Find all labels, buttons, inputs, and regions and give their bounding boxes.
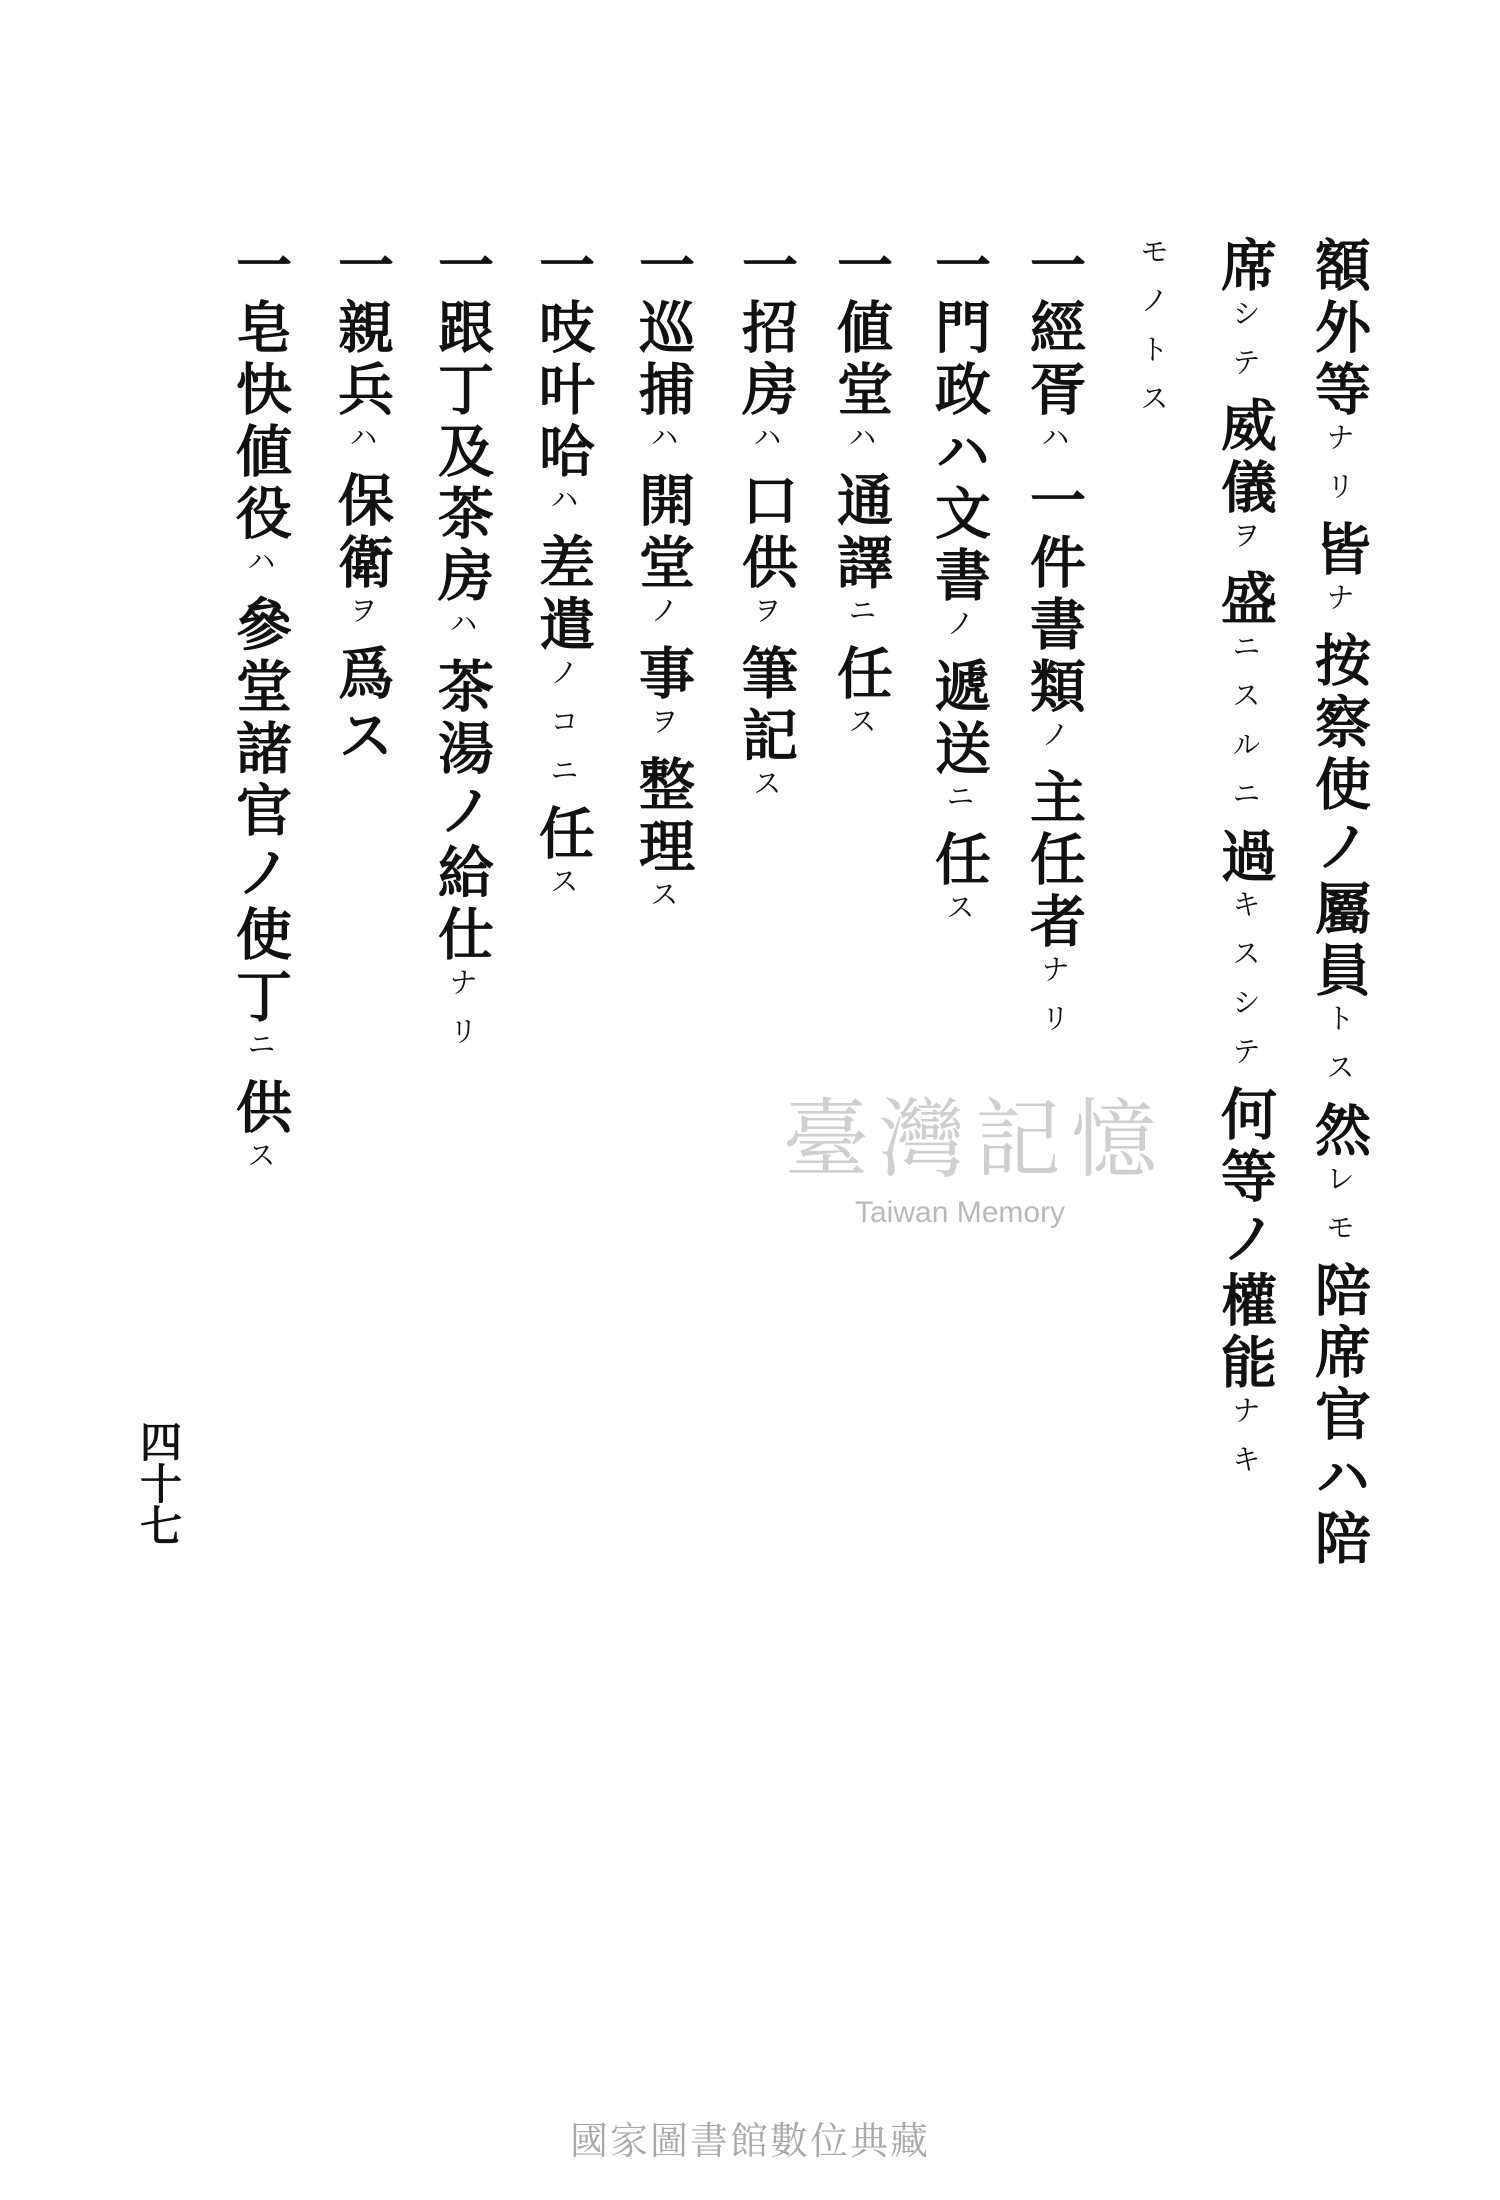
kanji-run: 屬員 (1306, 879, 1372, 1003)
kana-run: ナリ (445, 967, 479, 1065)
kanji-run: 給仕 (429, 843, 495, 967)
text-column-8 (625, 236, 701, 928)
page-number: 四十七 (134, 1420, 183, 1546)
kana-run: ハ (749, 422, 783, 471)
kana-run: モノトス (1136, 236, 1170, 432)
text-column-7 (728, 236, 804, 817)
watermark-subtitle: Taiwan Memory (855, 1196, 1066, 1229)
kana-run: ス (749, 768, 783, 817)
kanji-run: ノ (1212, 1209, 1278, 1271)
kanji-run: 一皂快値役 (227, 236, 293, 546)
kanji-run: 爲 (329, 644, 395, 706)
kana-run: ス (243, 1140, 277, 1189)
kana-run: ハ (445, 608, 479, 657)
kanji-run: 一親兵 (329, 236, 395, 422)
kanji-run: 一跟丁及茶房 (429, 236, 495, 608)
kanji-run: 盛 (1212, 569, 1278, 631)
kana-run: ニスルニ (1228, 631, 1262, 827)
kana-run: ナリ (1037, 954, 1071, 1052)
kanji-run: 任 (926, 830, 992, 892)
kanji-run: 任 (828, 644, 894, 706)
text-column-6 (823, 236, 899, 755)
footer-credit: 國家圖書館數位典藏 (569, 2119, 930, 2163)
kanji-run: 過 (1212, 827, 1278, 889)
kanji-run: 筆記 (733, 644, 799, 768)
kanji-run: 一門政 (926, 236, 992, 422)
kanji-run: 遞送 (926, 657, 992, 781)
kana-run: ニ (942, 781, 976, 830)
kana-run: ノ (546, 657, 580, 706)
kanji-run: 使丁 (227, 905, 293, 1029)
kanji-run: 一吱叶哈 (530, 236, 596, 484)
kanji-run: 按察使 (1306, 631, 1372, 817)
kana-run: ハ (243, 546, 277, 595)
kana-run: ナキ (1228, 1395, 1262, 1493)
kanji-run: ノ (1306, 817, 1372, 879)
kanji-run: 一經胥 (1021, 236, 1087, 422)
kana-run: ハ (546, 484, 580, 533)
kana-run: ハ (646, 422, 680, 471)
kanji-run: 權能 (1212, 1271, 1278, 1395)
kana-run: ハ (844, 422, 878, 471)
kanji-run: 威儀 (1212, 396, 1278, 520)
kanji-run: 開堂 (630, 471, 696, 595)
kana-run: ス (546, 866, 580, 915)
text-column-12 (222, 236, 298, 1189)
kanji-run: 主任者 (1021, 768, 1087, 954)
kanji-run: 一巡捕 (630, 236, 696, 422)
kanji-run: 參堂諸官 (227, 595, 293, 843)
kanji-run: 任 (530, 804, 596, 866)
kanji-run: 事 (630, 644, 696, 706)
text-column-5 (921, 236, 997, 941)
watermark-title: 臺灣記憶 (783, 1090, 1167, 1190)
kana-run: ニ (844, 595, 878, 644)
kana-run: ス (942, 892, 976, 941)
kanji-run: ハ (926, 422, 992, 484)
watermark-logo (735, 1085, 1215, 1265)
kana-run: ナ (1322, 582, 1356, 631)
kanji-run: ノ (429, 781, 495, 843)
kana-run: ハ (1037, 422, 1071, 471)
kanji-run: 何等 (1212, 1085, 1278, 1209)
kana-run: コ (546, 706, 580, 755)
kanji-run: 然 (1306, 1101, 1372, 1163)
kana-run: キスシテ (1228, 889, 1262, 1085)
kana-run: ハ (345, 422, 379, 471)
kanji-run: 陪席官 (1306, 1261, 1372, 1447)
text-column-2 (1207, 236, 1283, 1493)
kana-run: ニ (546, 755, 580, 804)
kana-run: ヲ (749, 595, 783, 644)
text-column-10 (424, 236, 500, 1065)
kanji-run: 通譯 (828, 471, 894, 595)
kanji-run: 一招房 (733, 236, 799, 422)
kana-run: ス (844, 706, 878, 755)
text-column-3 (1115, 236, 1191, 432)
kana-run: ヲ (646, 706, 680, 755)
kanji-run: 席 (1212, 236, 1278, 298)
kana-run: ノ (942, 608, 976, 657)
kana-run: ノ (646, 595, 680, 644)
kana-run: トス (1322, 1003, 1356, 1101)
kanji-run: 供 (227, 1078, 293, 1140)
kanji-run: ハ (1306, 1447, 1372, 1509)
kanji-run: 一件書類 (1021, 471, 1087, 719)
text-column-1 (1301, 236, 1377, 1571)
kanji-run: 皆 (1306, 520, 1372, 582)
text-column-4 (1016, 236, 1092, 1052)
kanji-run: 文書 (926, 484, 992, 608)
kana-run: ス (646, 879, 680, 928)
kana-run: ヲ (345, 595, 379, 644)
kana-run: ナリ (1322, 422, 1356, 520)
kanji-run: ノ (227, 843, 293, 905)
kanji-run: 口供 (733, 471, 799, 595)
kanji-run: 差遣 (530, 533, 596, 657)
kanji-run: 整理 (630, 755, 696, 879)
kanji-run: 一値堂 (828, 236, 894, 422)
text-column-9 (525, 236, 601, 915)
kana-run: ニ (243, 1029, 277, 1078)
kana-run: シテ (1228, 298, 1262, 396)
kana-run: ノ (1037, 719, 1071, 768)
kanji-run: 陪 (1306, 1509, 1372, 1571)
text-column-11 (324, 236, 400, 768)
kanji-run: 茶湯 (429, 657, 495, 781)
kanji-run: ス (329, 706, 395, 768)
kanji-run: 額外等 (1306, 236, 1372, 422)
kanji-run: 保衛 (329, 471, 395, 595)
kana-run: レモ (1322, 1163, 1356, 1261)
kana-run: ヲ (1228, 520, 1262, 569)
